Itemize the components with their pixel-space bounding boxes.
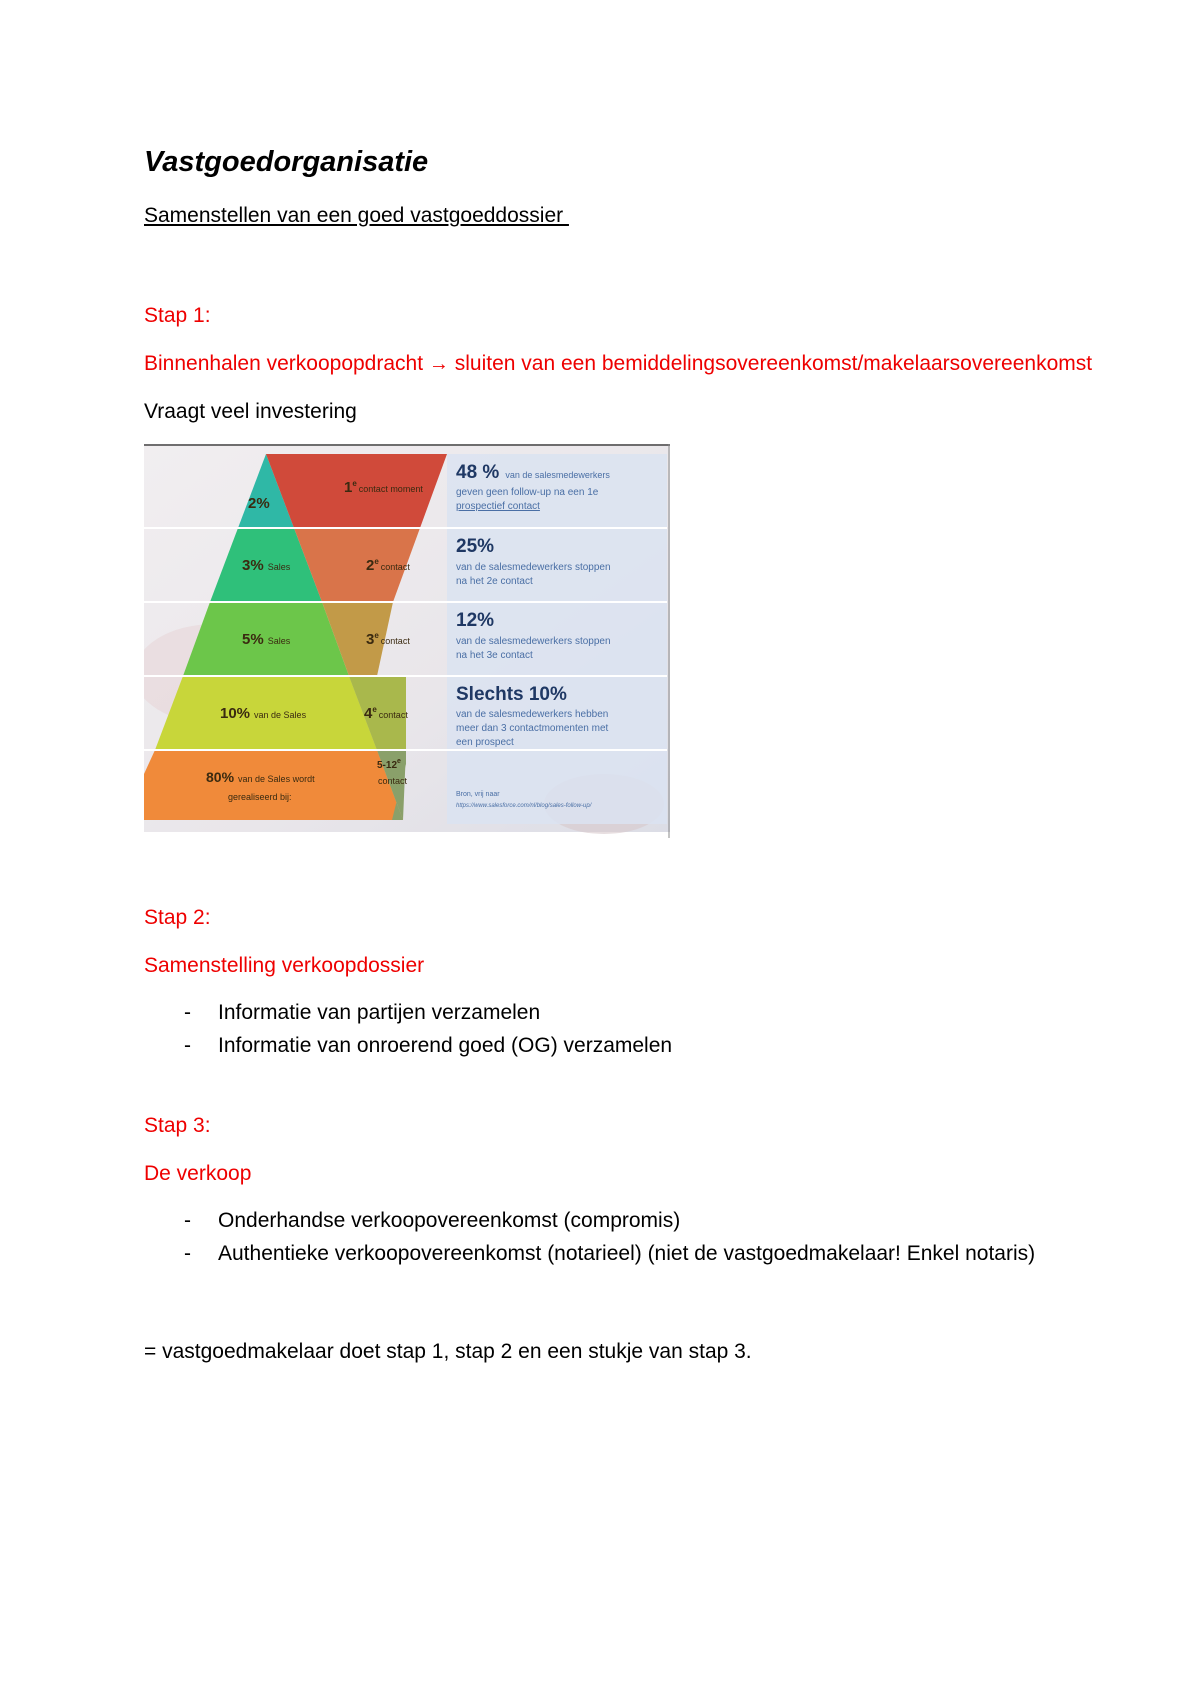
stat-10-line2: meer dan 3 contactmomenten met: [456, 723, 609, 734]
step2-heading: Samenstelling verkoopdossier: [144, 954, 425, 977]
step1-heading-part2: sluiten van een bemiddelingsovereenkomst/makelaarsovereenkomst: [454, 352, 1093, 375]
pyramid-label-2: 3% Sales: [242, 557, 291, 574]
step1-heading: [144, 352, 1092, 376]
list-item: - Authentieke verkoopovereenkomst (notarieel) (niet de vastgoedmakelaar! Enkel notaris): [184, 1242, 1036, 1265]
stat-48-percent: 48 % van de salesmedewerkers: [456, 462, 610, 483]
pyramid-label-5-line2: gerealiseerd bij:: [228, 792, 292, 802]
funnel-label-5: 5-12e: [377, 758, 401, 771]
step2-label: Stap 2:: [144, 906, 211, 929]
step2-bullet-list: [184, 996, 672, 1062]
step1-note: Vraagt veel investering: [144, 400, 357, 423]
figure-source-line2: https://www.salesforce.com/nl/blog/sales-follow-up/: [456, 803, 592, 809]
step3-label: Stap 3:: [144, 1114, 211, 1137]
list-item: - Onderhandse verkoopovereenkomst (compromis): [184, 1209, 681, 1232]
step1-heading-part1: Binnenhalen verkoopopdracht: [144, 352, 424, 375]
stat-12-line2: na het 3e contact: [456, 650, 533, 661]
pyramid-layer-3: [183, 602, 349, 676]
stat-48-line1: geven geen follow-up na een 1e: [456, 487, 599, 498]
pyramid-layer-5: [144, 750, 403, 820]
funnel-label-3: $3^e_{contact}$: [366, 631, 410, 648]
stat-10-line3: een prospect: [456, 737, 514, 748]
step3-bullet-list: [184, 1204, 1035, 1270]
pyramid-label-5: 80% van de Sales wordt: [206, 769, 315, 785]
stat-10-line1: van de salesmedewerkers hebben: [456, 709, 609, 720]
stat-12-percent: 12%: [456, 610, 495, 631]
funnel-label-2: $2^e_{contact}$: [366, 557, 410, 574]
list-item: - Informatie van partijen verzamelen: [184, 1001, 541, 1024]
step1-label: Stap 1:: [144, 304, 211, 327]
stat-25-percent: 25%: [456, 536, 495, 557]
funnel-label-4: $4^e_{contact}$: [364, 705, 408, 722]
figure-source-line1: Bron, vrij naar: [456, 791, 500, 798]
document-subtitle: Samenstellen van een goed vastgoeddossier: [144, 204, 569, 227]
document-title: Vastgoedorganisatie: [144, 146, 429, 178]
pyramid-label-1: 2%: [248, 495, 270, 512]
funnel-label-1: $1^e_{contact moment}$: [344, 479, 423, 496]
pyramid-label-4: 10% van de Sales: [220, 705, 307, 722]
step3-heading: De verkoop: [144, 1162, 252, 1185]
funnel-label-5-line2: contact: [378, 776, 408, 786]
list-item: - Informatie van onroerend goed (OG) verzamelen: [184, 1034, 673, 1057]
sales-pyramid-graphic: [144, 444, 670, 838]
arrow-right-icon: →: [428, 353, 449, 375]
sales-pyramid-figure: [144, 444, 670, 838]
stat-25-line2: na het 2e contact: [456, 576, 533, 587]
stat-48-line2: prospectief contact: [456, 501, 540, 512]
stat-12-line1: van de salesmedewerkers stoppen: [456, 636, 611, 647]
pyramid-label-3: 5% Sales: [242, 631, 291, 648]
stat-25-line1: van de salesmedewerkers stoppen: [456, 562, 611, 573]
stat-10-percent: Slechts 10%: [456, 684, 567, 705]
conclusion-text: = vastgoedmakelaar doet stap 1, stap 2 en een stukje van stap 3.: [144, 1340, 752, 1363]
